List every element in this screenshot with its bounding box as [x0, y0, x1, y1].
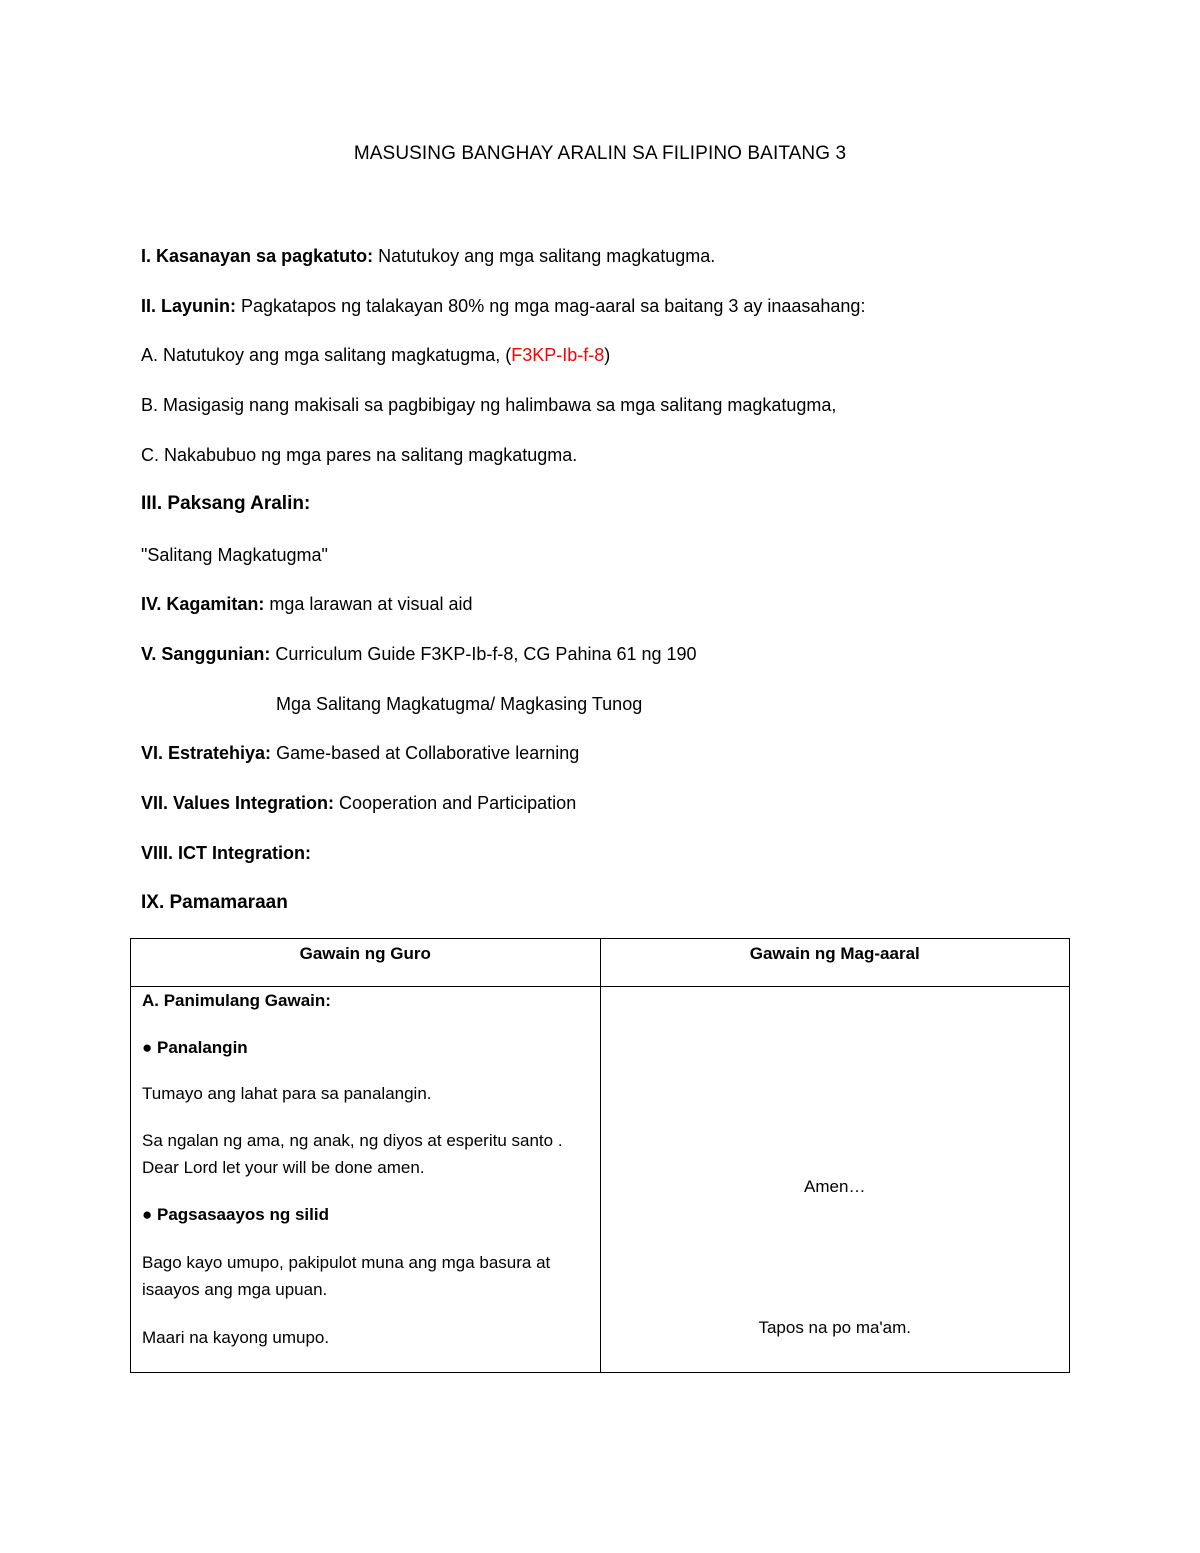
teacher-line: Tumayo ang lahat para sa panalangin.: [142, 1084, 432, 1103]
section-kagamitan: IV. Kagamitan: mga larawan at visual aid: [141, 594, 473, 614]
section-paksang-aralin: III. Paksang Aralin:: [141, 493, 311, 514]
teacher-line: Dear Lord let your will be done amen.: [142, 1158, 425, 1177]
table-header-row: [131, 939, 1070, 987]
section-kasanayan: I. Kasanayan sa pagkatuto: Natutukoy ang mga salitang magkatugma.: [141, 246, 716, 266]
section-layunin: II. Layunin: Pagkatapos ng talakayan 80% ng mga mag-aaral sa baitang 3 ay inaasahang:: [141, 296, 866, 316]
section-pamamaraan: IX. Pamamaraan: [141, 892, 288, 913]
objective-c: C. Nakabubuo ng mga pares na salitang magkatugma.: [141, 445, 578, 465]
teacher-line: Sa ngalan ng ama, ng anak, ng diyos at esperitu santo .: [142, 1131, 563, 1150]
teacher-line: Bago kayo umupo, pakipulot muna ang mga basura at: [142, 1253, 551, 1272]
objective-b: B. Masigasig nang makisali sa pagbibigay ng halimbawa sa mga salitang magkatugma,: [141, 395, 837, 415]
document-title: MASUSING BANGHAY ARALIN SA FILIPINO BAITANG 3: [353, 143, 847, 164]
topic-text: "Salitang Magkatugma": [141, 545, 328, 565]
section-ict-integration: VIII. ICT Integration:: [141, 843, 311, 863]
student-cell: [600, 987, 1070, 1373]
header-student: Gawain ng Mag-aaral: [600, 939, 1070, 987]
procedure-table: [130, 938, 1070, 1373]
heading-panimulang-gawain: A. Panimulang Gawain:: [142, 991, 331, 1010]
section-sanggunian: V. Sanggunian: Curriculum Guide F3KP-Ib-f-8, CG Pahina 61 ng 190: [141, 644, 697, 664]
header-teacher: Gawain ng Guro: [131, 939, 601, 987]
student-response: Amen…: [804, 1177, 866, 1196]
section-estratehiya: VI. Estratehiya: Game-based at Collaborative learning: [141, 743, 580, 763]
section-values-integration: VII. Values Integration: Cooperation and Participation: [141, 793, 577, 813]
table-row: [131, 987, 1070, 1373]
sanggunian-extra: Mga Salitang Magkatugma/ Magkasing Tunog: [276, 694, 643, 714]
curriculum-code: F3KP-Ib-f-8: [511, 345, 605, 365]
heading-pagsasaayos: ● Pagsasaayos ng silid: [142, 1205, 329, 1224]
teacher-line: Maari na kayong umupo.: [142, 1328, 330, 1347]
objective-a: A. Natutukoy ang mga salitang magkatugma, (F3KP-Ib-f-8): [141, 345, 611, 365]
heading-panalangin: ● Panalangin: [142, 1038, 248, 1057]
teacher-cell: [131, 987, 601, 1373]
teacher-line: isaayos ang mga upuan.: [142, 1280, 328, 1299]
student-response: Tapos na po ma'am.: [758, 1318, 912, 1337]
